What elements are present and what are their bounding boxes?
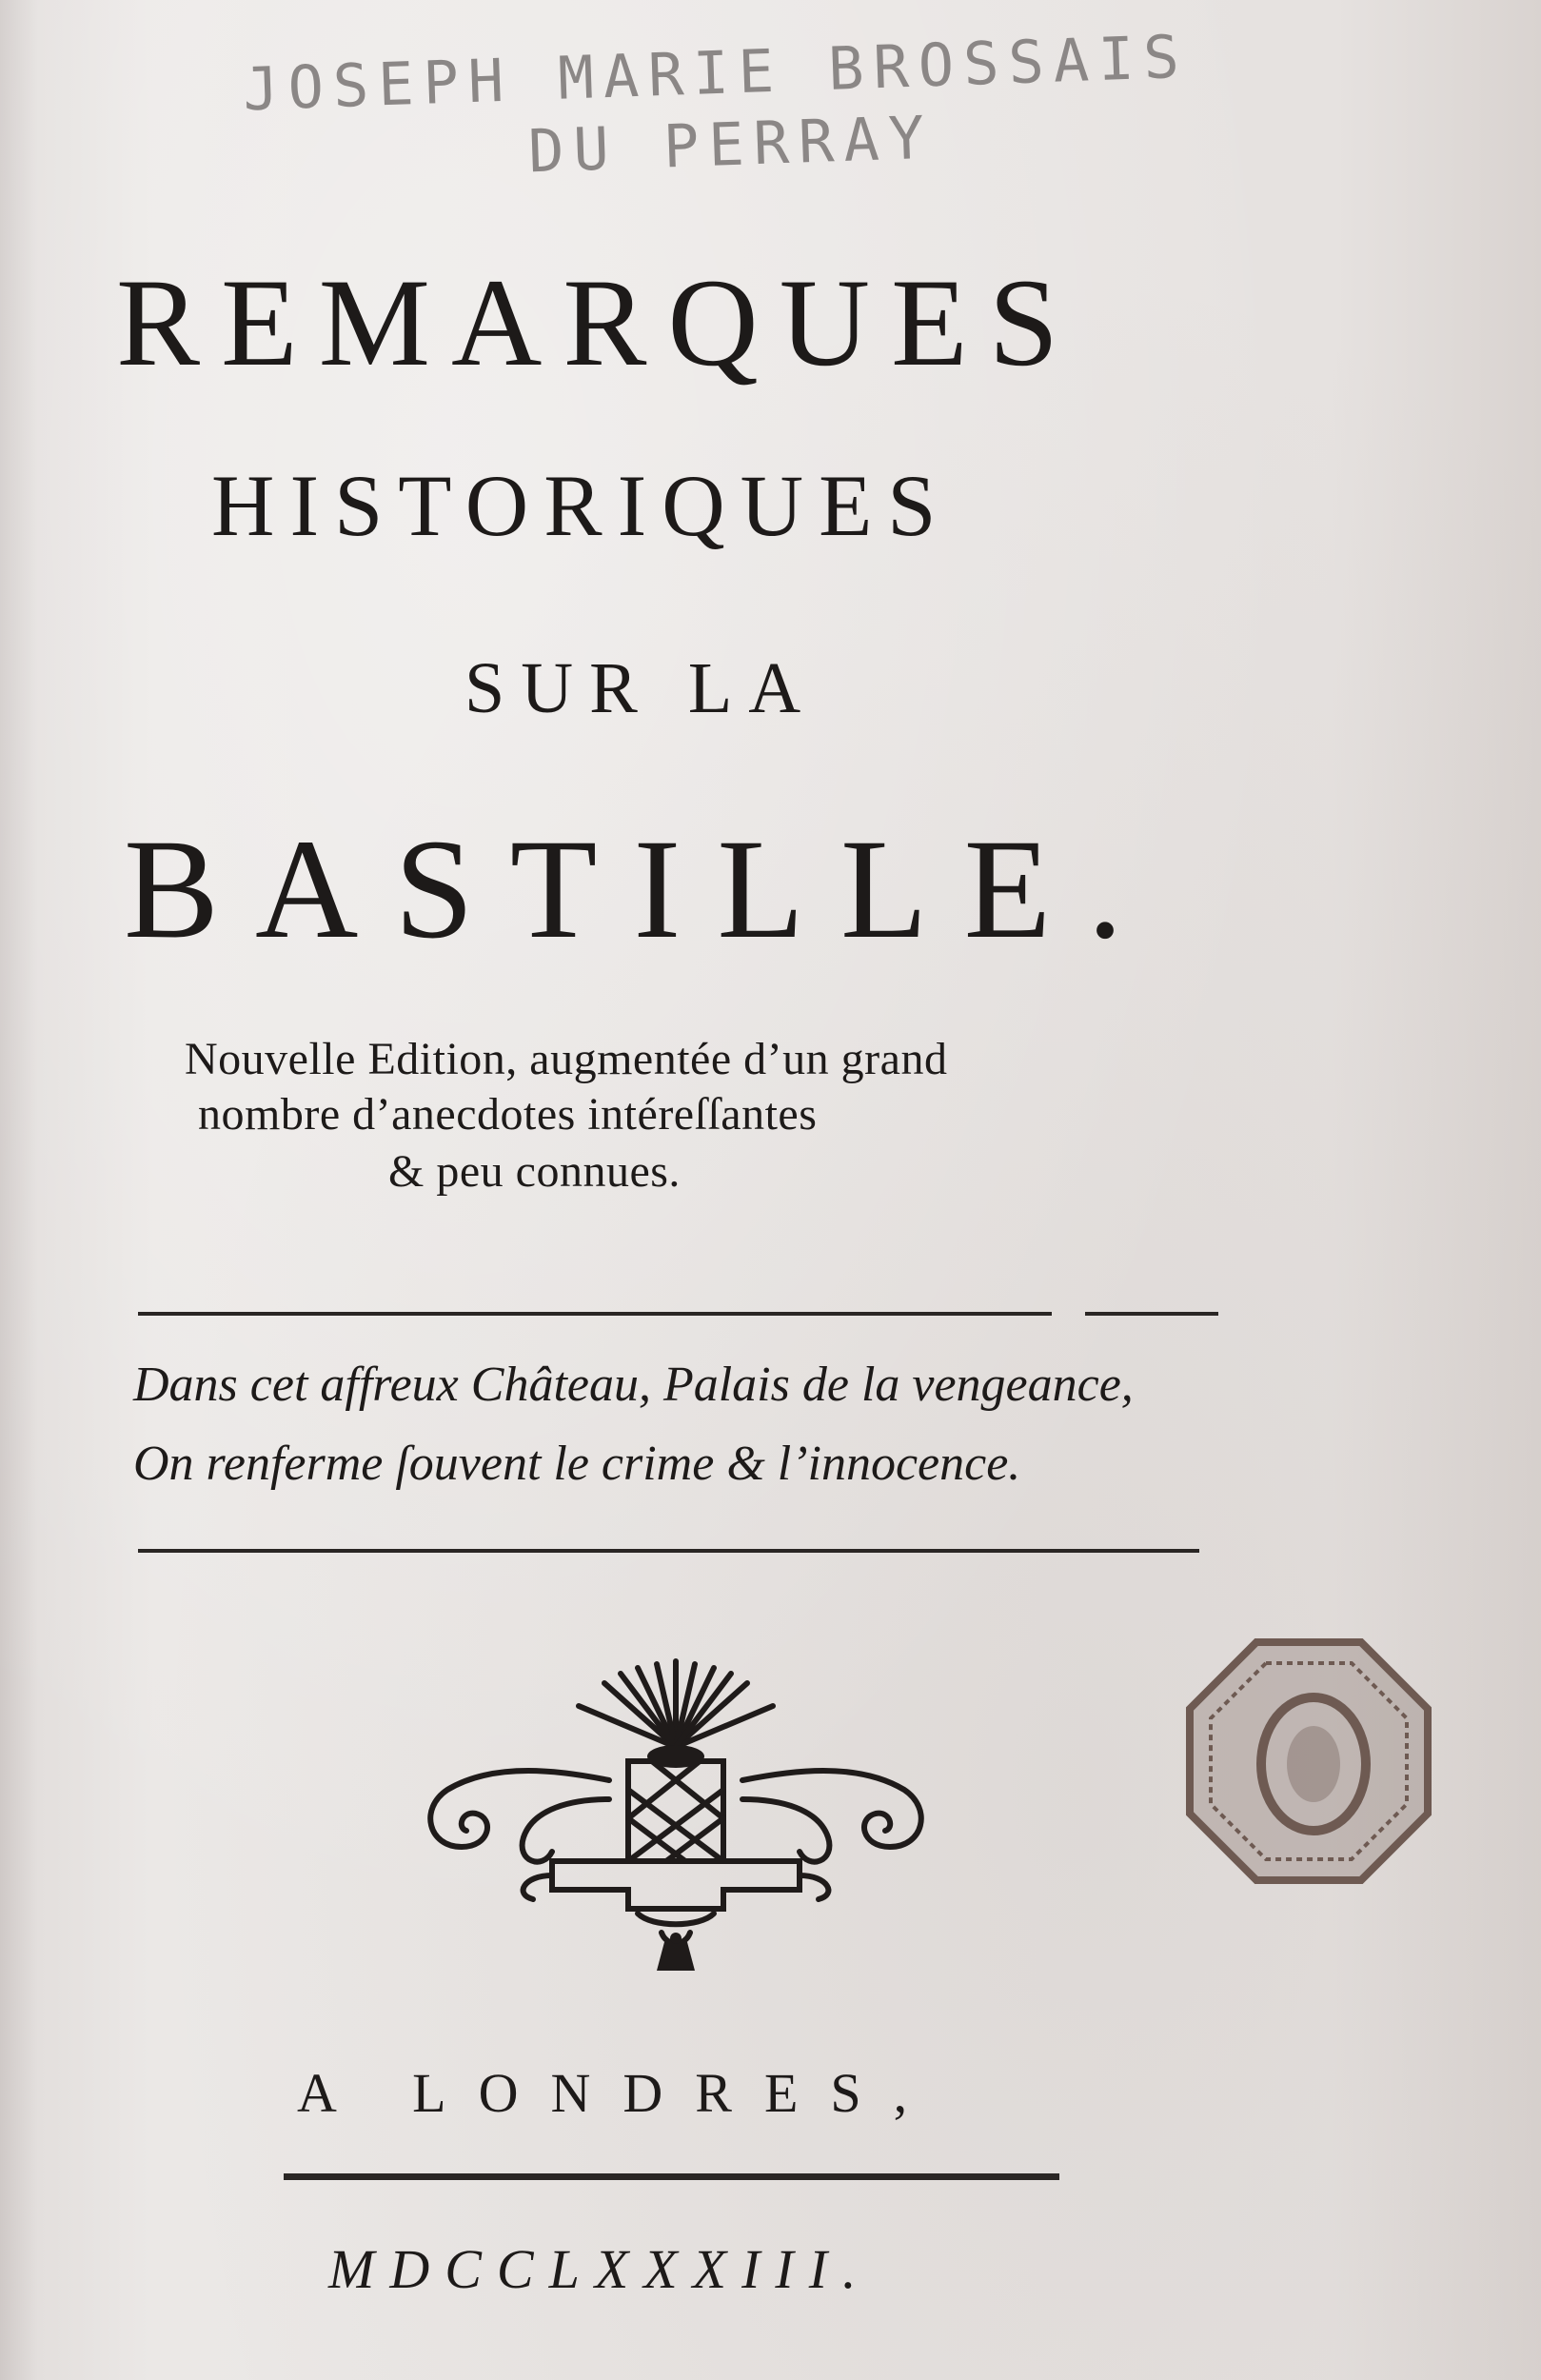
title-line-3: SUR LA [464,648,818,728]
title-line-1: REMARQUES [116,252,1080,392]
divider-rule-middle [138,1549,1199,1553]
epigraph-line-1: Dans cet affreux Château, Palais de la vengeance, [133,1358,1134,1412]
divider-rule-bottom [284,2173,1059,2180]
title-line-2: HISTORIQUES [211,457,952,554]
imprint-date: MDCCLXXXIII. [328,2238,872,2300]
subtitle-line-1: Nouvelle Edition, augmentée d’un grand [185,1034,948,1084]
imprint-place: A LONDRES, [297,2062,940,2124]
divider-rule-top-right [1085,1312,1218,1316]
library-stamp-icon [1180,1633,1437,1890]
title-line-4: BASTILLE. [124,810,1159,968]
epigraph-line-2: On renferme ſouvent le crime & l’innocence. [133,1437,1021,1491]
divider-rule-top-left [138,1312,1052,1316]
owner-inscription-line-2: DU PERRAY [526,102,936,187]
subtitle-line-2: nombre d’anecdotes intéreſſantes [198,1089,818,1140]
subtitle-line-3: & peu connues. [388,1146,681,1197]
owner-inscription-line-1: JOSEPH MARIE BROSSAIS [242,21,1190,125]
printers-ornament-icon [409,1656,942,1971]
